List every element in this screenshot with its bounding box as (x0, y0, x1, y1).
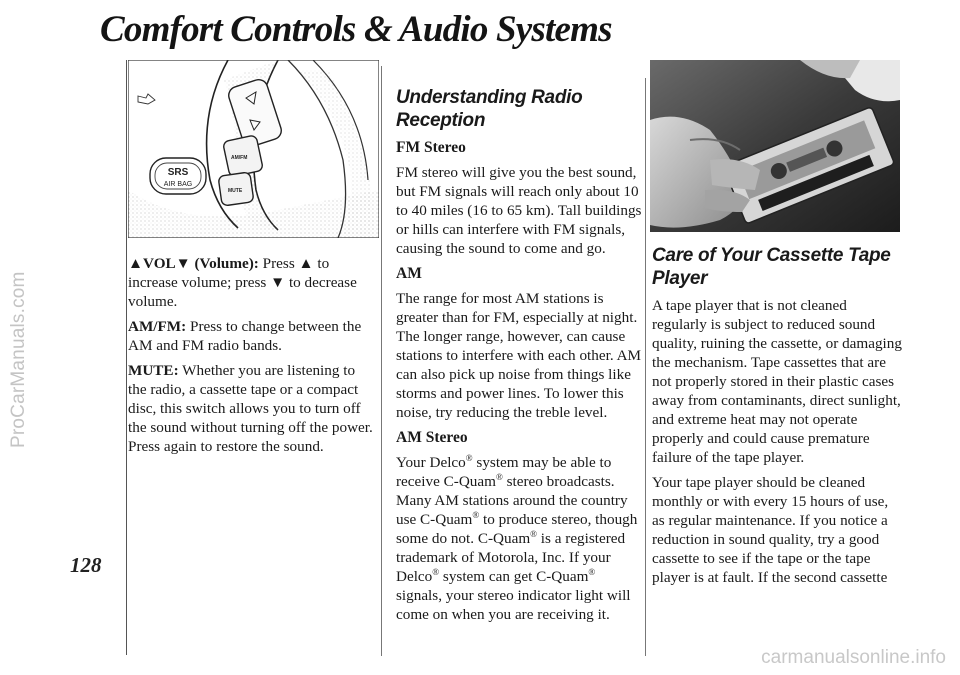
mute-term: MUTE: (128, 362, 179, 379)
column-2 (396, 86, 642, 630)
bottom-watermark: carmanualsonline.info (761, 647, 946, 668)
am-stereo-subheading: AM Stereo (396, 429, 468, 446)
cassette-care-paragraph-1: A tape player that is not cleaned regularly is subject to reduced sound quality, ruining the cassette, or damaging the mechanism. Tape cassettes that are not properly stored in their plastic cases away from contaminants, direct sunlight, and extreme heat may not operate properly and could cause premature failure of the tape player. (652, 297, 902, 466)
cassette-care-paragraph-2: Your tape player should be cleaned monthly or with every 15 hours of use, as regular maintenance. If you notice a reduction in sound quality, try a good cassette to see if the tape or the tape player is at fault. If the second cassette (652, 474, 889, 586)
chapter-title: Comfort Controls & Audio Systems (100, 9, 612, 50)
amfm-description: AM/FM: Press to change between the AM and FM radio bands. (128, 318, 362, 354)
srs-emblem-text: SRS (167, 167, 189, 178)
cassette-care-heading: Care of Your Cassette Tape Player (652, 245, 891, 289)
am-stereo-text: Your Delco® system may be able to receive C-Quam® stereo broadcasts. Many AM stations around the country use C-Quam® to produce stereo, though some do not. C-Quam® is a registered trademark of Motorola, Inc. If your Delco® system can get C-Quam® signals, your stereo indicator light will come on when you are receiving it. (396, 452, 638, 623)
volume-term: ▲VOL▼ (Volume): (128, 255, 259, 272)
cassette-photo (650, 60, 900, 232)
column-3 (652, 244, 902, 593)
column-divider-2 (645, 78, 646, 656)
volume-description: ▲VOL▼ (Volume): Press ▲ to increase volume; press ▼ to decrease volume. (128, 255, 357, 310)
airbag-emblem-text: AIR BAG (163, 181, 193, 188)
fm-stereo-subheading: FM Stereo (396, 139, 466, 156)
amfm-term: AM/FM: (128, 318, 187, 335)
mute-description: MUTE: Whether you are listening to the radio, a cassette tape or a compact disc, this switch allows you to turn off the sound without turning off the power. Press again to restore the sound. (128, 362, 373, 455)
mute-button-label: MUTE (228, 188, 243, 194)
side-watermark: ProCarManuals.com (8, 271, 29, 449)
margin-rule (126, 60, 127, 655)
steering-wheel-controls-figure (128, 60, 379, 238)
page-number: 128 (70, 553, 102, 577)
radio-reception-heading: Understanding Radio Reception (396, 87, 583, 131)
fm-stereo-text: FM stereo will give you the best sound, but FM signals will reach only about 10 to 40 miles (16 to 65 km). Tall buildings or hills can interfere with FM signals, causing the sound to come and go. (396, 164, 642, 257)
column-1 (128, 254, 376, 462)
am-text: The range for most AM stations is greater than for FM, especially at night. The longer range, however, can cause stations to interfere with each other. AM can also pick up noise from things like storms and power lines. To lower this noise, try reducing the treble level. (396, 290, 642, 421)
column-divider-1 (381, 66, 382, 656)
am-subheading: AM (396, 265, 422, 282)
amfm-button-label: AM/FM (231, 155, 248, 161)
